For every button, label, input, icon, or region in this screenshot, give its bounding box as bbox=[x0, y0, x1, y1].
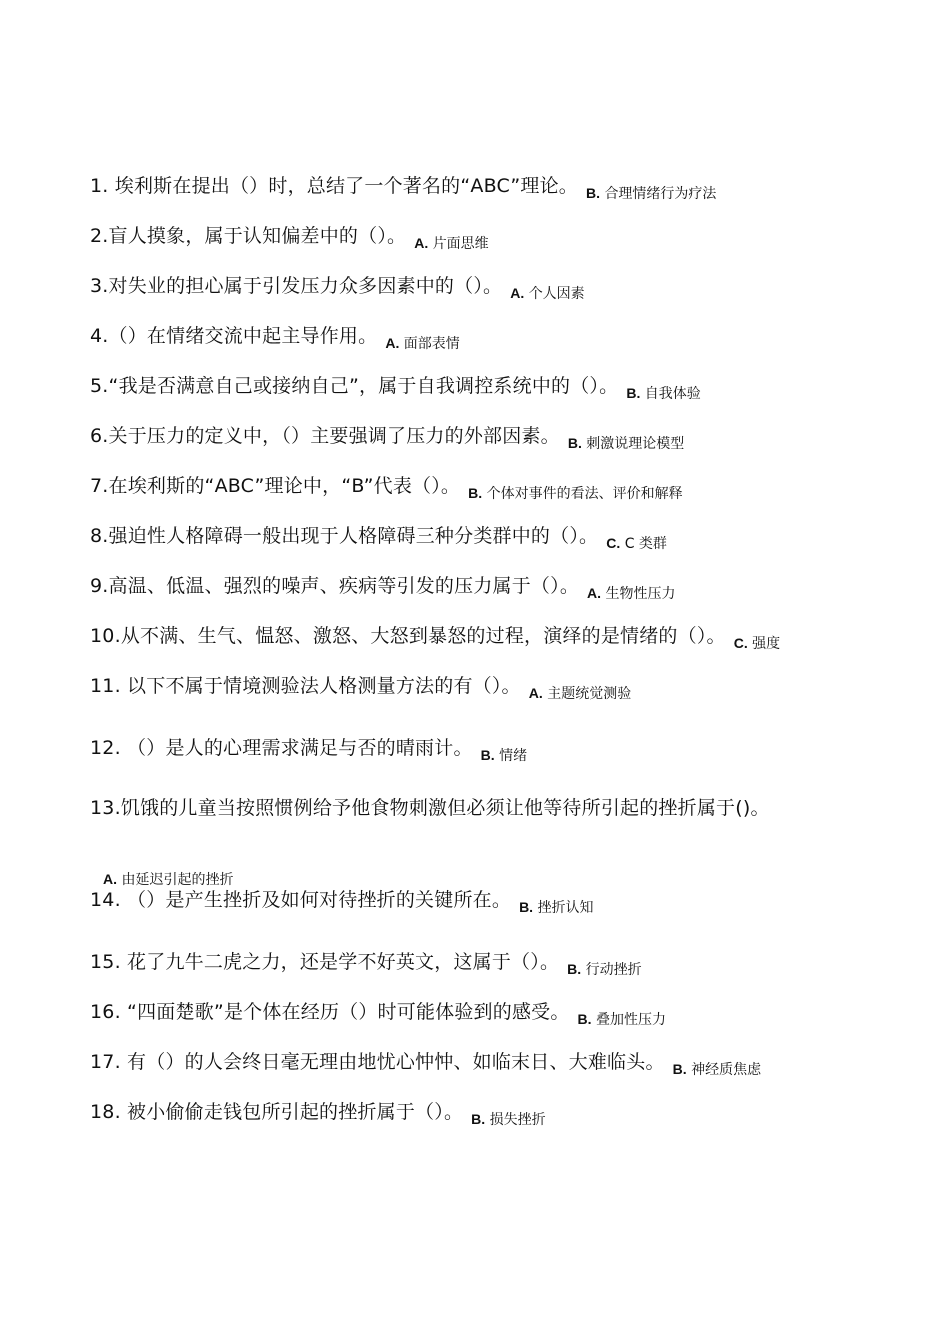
answer-text: 面部表情 bbox=[403, 336, 460, 352]
answer-letter: C. bbox=[606, 535, 621, 551]
answer bbox=[567, 962, 641, 978]
answer bbox=[568, 436, 684, 452]
answer-letter: B. bbox=[672, 1061, 687, 1077]
answer-text: 损失挫折 bbox=[489, 1112, 546, 1128]
answer bbox=[385, 336, 459, 352]
question-1 bbox=[90, 174, 716, 200]
answer-text: 个体对事件的看法、评价和解释 bbox=[486, 486, 683, 502]
question-10 bbox=[90, 624, 780, 650]
answer bbox=[606, 536, 667, 552]
answer bbox=[519, 900, 593, 916]
question-7 bbox=[90, 474, 683, 500]
answer-letter: B. bbox=[567, 961, 582, 977]
question-18 bbox=[90, 1100, 546, 1126]
answer-letter: A. bbox=[528, 685, 543, 701]
answer-text: 由延迟引起的挫折 bbox=[121, 872, 234, 888]
question-5 bbox=[90, 374, 701, 400]
answer-letter: B. bbox=[626, 385, 641, 401]
answer-letter: B. bbox=[480, 747, 495, 763]
answer-letter: C. bbox=[733, 635, 748, 651]
question-stem: 15. 花了九牛二虎之力，还是学不好英文，这属于（）。 bbox=[90, 951, 560, 973]
answer-text: 叠加性压力 bbox=[596, 1012, 666, 1028]
answer-text: 片面思维 bbox=[432, 236, 489, 252]
answer-text: 情绪 bbox=[499, 748, 528, 764]
answer-text: 神经质焦虑 bbox=[691, 1062, 762, 1078]
answer bbox=[414, 236, 488, 252]
answer-text: 个人因素 bbox=[528, 286, 585, 302]
answer bbox=[734, 636, 780, 652]
question-stem: 10.从不满、生气、愠怒、激怒、大怒到暴怒的过程，演绎的是情绪的（）。 bbox=[90, 625, 726, 647]
question-stem: 2.盲人摸象，属于认知偏差中的（）。 bbox=[90, 225, 407, 247]
question-11 bbox=[90, 674, 631, 700]
question-9 bbox=[90, 574, 675, 600]
answer-text: C 类群 bbox=[624, 536, 667, 552]
answer-letter: B. bbox=[585, 185, 600, 201]
answer bbox=[673, 1062, 761, 1078]
answer-letter: A. bbox=[587, 585, 602, 601]
answer bbox=[481, 748, 527, 764]
answer-letter: B. bbox=[468, 485, 483, 501]
question-stem: 16. “四面楚歌”是个体在经历（）时可能体验到的感受。 bbox=[90, 1001, 570, 1023]
answer bbox=[510, 286, 584, 302]
question-16 bbox=[90, 1000, 666, 1026]
answer bbox=[529, 686, 631, 702]
question-stem: 8.强迫性人格障碍一般出现于人格障碍三种分类群中的（）。 bbox=[90, 525, 599, 547]
answer-letter: B. bbox=[519, 899, 534, 915]
answer-text: 挫折认知 bbox=[537, 900, 594, 916]
question-3 bbox=[90, 274, 585, 300]
question-4 bbox=[90, 324, 460, 350]
answer-letter: A. bbox=[510, 285, 525, 301]
answer bbox=[587, 586, 675, 602]
question-stem: 7.在埃利斯的“ABC”理论中，“B”代表（）。 bbox=[90, 475, 461, 497]
question-stem: 12. （）是人的心理需求满足与否的晴雨计。 bbox=[90, 737, 473, 759]
question-stem: 17. 有（）的人会终日毫无理由地忧心忡忡、如临末日、大难临头。 bbox=[90, 1051, 665, 1073]
answer-text: 行动挫折 bbox=[585, 962, 642, 978]
answer bbox=[626, 386, 700, 402]
question-stem: 14. （）是产生挫折及如何对待挫折的关键所在。 bbox=[90, 889, 512, 911]
question-stem: 3.对失业的担心属于引发压力众多因素中的（）。 bbox=[90, 275, 503, 297]
answer-letter: B. bbox=[471, 1111, 486, 1127]
answer-text: 刺激说理论模型 bbox=[586, 436, 685, 452]
question-stem: 4.（）在情绪交流中起主导作用。 bbox=[90, 325, 378, 347]
answer-letter: A. bbox=[103, 871, 117, 887]
question-stem: 1. 埃利斯在提出（）时，总结了一个著名的“ABC”理论。 bbox=[90, 175, 578, 197]
question-6 bbox=[90, 424, 684, 450]
question-stem: 9.高温、低温、强烈的噪声、疾病等引发的压力属于（）。 bbox=[90, 575, 580, 597]
answer-text: 主题统觉测验 bbox=[547, 686, 632, 702]
question-stem: 18. 被小偷偷走钱包所引起的挫折属于（）。 bbox=[90, 1101, 464, 1123]
question-2 bbox=[90, 224, 489, 250]
answer-letter: B. bbox=[567, 435, 582, 451]
answer-letter: B. bbox=[577, 1011, 592, 1027]
answer-text: 强度 bbox=[752, 636, 781, 652]
answer-13 bbox=[103, 869, 233, 890]
question-15 bbox=[90, 950, 642, 976]
answer-letter: A. bbox=[385, 335, 400, 351]
answer-letter: A. bbox=[414, 235, 429, 251]
answer-text: 自我体验 bbox=[644, 386, 701, 402]
question-stem: 6.关于压力的定义中，（）主要强调了压力的外部因素。 bbox=[90, 425, 560, 447]
question-17 bbox=[90, 1050, 761, 1076]
answer bbox=[578, 1012, 666, 1028]
question-12 bbox=[90, 736, 527, 762]
question-stem: 13.饥饿的儿童当按照惯例给予他食物刺激但必须让他等待所引起的挫折属于()。 bbox=[90, 797, 770, 819]
answer-text: 生物性压力 bbox=[605, 586, 676, 602]
answer bbox=[471, 1112, 545, 1128]
question-14 bbox=[90, 888, 594, 914]
question-13 bbox=[90, 796, 770, 820]
question-stem: 5.“我是否满意自己或接纳自己”，属于自我调控系统中的（）。 bbox=[90, 375, 619, 397]
question-8 bbox=[90, 524, 667, 550]
answer bbox=[468, 486, 682, 502]
answer-text: 合理情绪行为疗法 bbox=[604, 186, 717, 202]
question-stem: 11. 以下不属于情境测验法人格测量方法的有（）。 bbox=[90, 675, 521, 697]
answer bbox=[586, 186, 716, 202]
